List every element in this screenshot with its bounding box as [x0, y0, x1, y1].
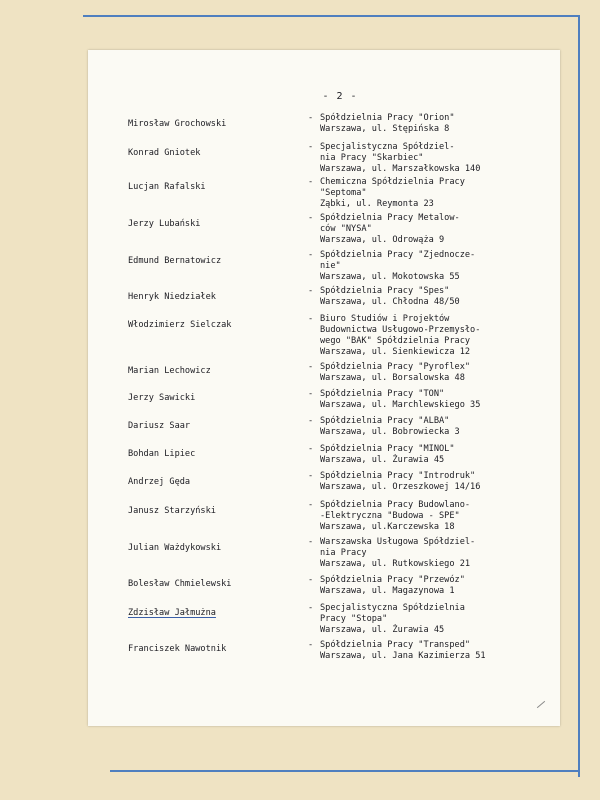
person-name: Franciszek Nawotnik: [128, 644, 227, 654]
person-name: Janusz Starzyński: [128, 506, 216, 516]
dash: -: [308, 603, 314, 613]
dash: -: [308, 640, 314, 650]
dash: -: [308, 575, 314, 585]
company-details: Biuro Studiów i Projektów Budownictwa Usługowo-Przemysło- wego "BAK" Spółdzielnia Pracy Warszawa, ul. Sienkiewicza 12: [320, 314, 481, 357]
company-details: Spółdzielnia Pracy Metalow- ców "NYSA" Warszawa, ul. Odrowąża 9: [320, 213, 460, 245]
dash: -: [308, 362, 314, 372]
person-name: Henryk Niedziałek: [128, 292, 216, 302]
pencil-mark: [537, 701, 545, 708]
dash: -: [308, 314, 314, 324]
company-details: Specjalistyczna Spółdziel- nia Pracy "Skarbiec" Warszawa, ul. Marszałkowska 140: [320, 142, 481, 174]
company-details: Spółdzielnia Pracy "Transped" Warszawa, ul. Jana Kazimierza 51: [320, 640, 486, 661]
company-details: Spółdzielnia Pracy "TON" Warszawa, ul. Marchlewskiego 35: [320, 389, 481, 410]
dash: -: [308, 142, 314, 152]
dash: -: [308, 444, 314, 454]
person-name: Zdzisław Jałmużna: [128, 608, 216, 618]
dash: -: [308, 500, 314, 510]
company-details: Warszawska Usługowa Spółdziel- nia Pracy Warszawa, ul. Rutkowskiego 21: [320, 537, 476, 569]
company-details: Specjalistyczna Spółdzielnia Pracy "Stopa" Warszawa, ul. Żurawia 45: [320, 603, 465, 635]
person-name: Edmund Bernatowicz: [128, 256, 222, 266]
bottom-border-line: [110, 770, 580, 772]
dash: -: [308, 416, 314, 426]
dash: -: [308, 537, 314, 547]
person-name: Lucjan Rafalski: [128, 182, 206, 192]
person-name: Dariusz Saar: [128, 421, 191, 431]
company-details: Spółdzielnia Pracy "MINOL" Warszawa, ul. Żurawia 45: [320, 444, 455, 465]
document-page: [88, 50, 560, 726]
page-number: - 2 -: [322, 91, 358, 102]
company-details: Spółdzielnia Pracy "Orion" Warszawa, ul. Stępińska 8: [320, 113, 455, 134]
person-name: Jerzy Sawicki: [128, 393, 196, 403]
top-border-line: [83, 15, 580, 17]
dash: -: [308, 213, 314, 223]
company-details: Spółdzielnia Pracy "Zjednocze- nie" Warszawa, ul. Mokotowska 55: [320, 250, 476, 282]
company-details: Spółdzielnia Pracy "Spes" Warszawa, ul. Chłodna 48/50: [320, 286, 460, 307]
dash: -: [308, 286, 314, 296]
dash: -: [308, 250, 314, 260]
company-details: Chemiczna Spółdzielnia Pracy "Septoma" Ząbki, ul. Reymonta 23: [320, 177, 465, 209]
company-details: Spółdzielnia Pracy "Pyroflex" Warszawa, ul. Borsalowska 48: [320, 362, 471, 383]
company-details: Spółdzielnia Pracy "Przewóz" Warszawa, ul. Magazynowa 1: [320, 575, 465, 596]
dash: -: [308, 177, 314, 187]
person-name: Mirosław Grochowski: [128, 119, 227, 129]
person-name: Marian Lechowicz: [128, 366, 211, 376]
person-name: Konrad Gniotek: [128, 148, 201, 158]
company-details: Spółdzielnia Pracy "Introdruk" Warszawa, ul. Orzeszkowej 14/16: [320, 471, 481, 492]
person-name: Andrzej Gęda: [128, 477, 191, 487]
dash: -: [308, 471, 314, 481]
person-name: Włodzimierz Sielczak: [128, 320, 232, 330]
person-name: Bohdan Lipiec: [128, 449, 196, 459]
person-name: Bolesław Chmielewski: [128, 579, 232, 589]
person-name: Julian Ważdykowski: [128, 543, 222, 553]
dash: -: [308, 113, 314, 123]
person-name: Jerzy Lubański: [128, 219, 201, 229]
company-details: Spółdzielnia Pracy "ALBA" Warszawa, ul. Bobrowiecka 3: [320, 416, 460, 437]
dash: -: [308, 389, 314, 399]
right-border-line: [578, 15, 580, 777]
company-details: Spółdzielnia Pracy Budowlano- -Elektryczna "Budowa - SPE" Warszawa, ul.Karczewska 18: [320, 500, 471, 532]
